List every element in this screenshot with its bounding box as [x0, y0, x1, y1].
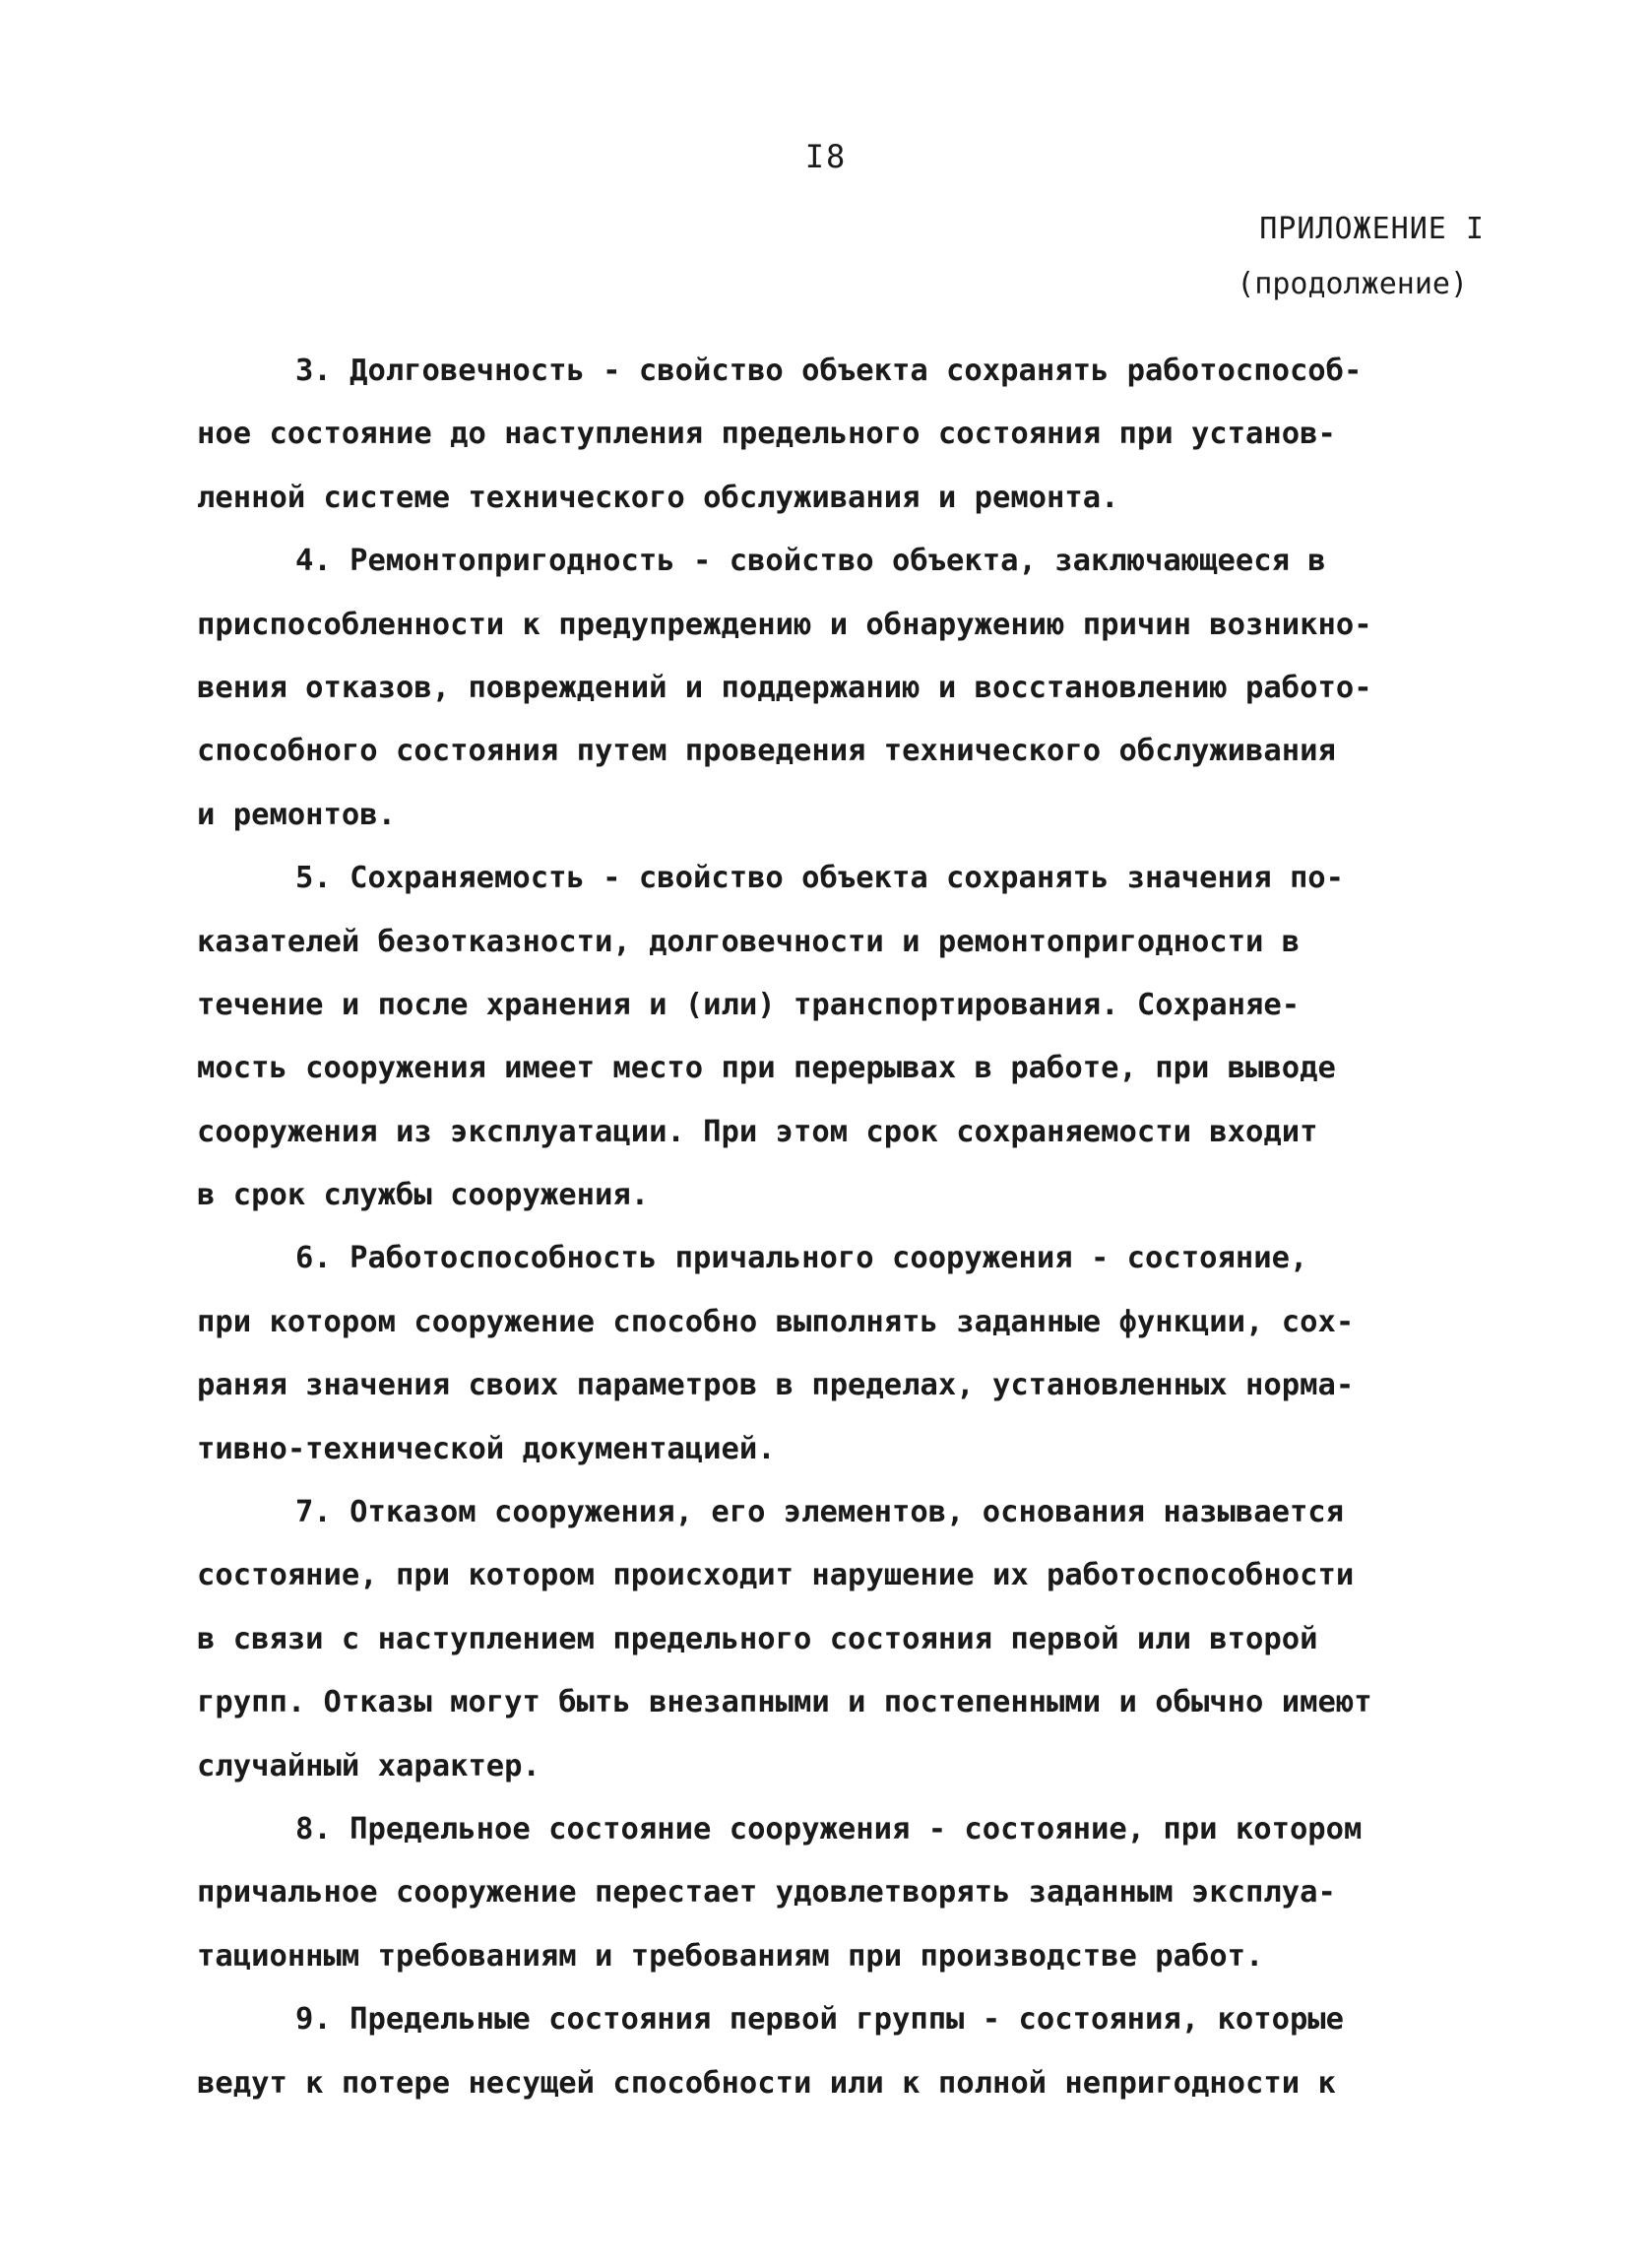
text-line: вения отказов, повреждений и поддержанию и восстановлению работо- [197, 670, 1372, 705]
text-line: сооружения из эксплуатации. При этом срок сохраняемости входит [197, 1114, 1318, 1149]
text-line: 9. Предельные состояния первой группы - состояния, которые [295, 2002, 1345, 2038]
body-text [197, 340, 1506, 2115]
text-line: казателей безотказности, долговечности и ремонтопригодности в [197, 924, 1301, 959]
text-line: мость сооружения имеет место при перерывах в работе, при выводе [197, 1051, 1336, 1086]
text-line: случайный характер. [197, 1748, 540, 1783]
appendix-note: (продолжение) [1237, 267, 1469, 301]
text-line: в связи с наступлением предельного состояния первой или второй [197, 1621, 1318, 1656]
text-line: 8. Предельное состояние сооружения - состояние, при котором [295, 1811, 1363, 1847]
text-line: в срок службы сооружения. [197, 1178, 650, 1213]
text-line: ведут к потере несущей способности или к полной непригодности к [197, 2065, 1336, 2101]
appendix-title: ПРИЛОЖЕНИЕ I [1259, 212, 1485, 246]
text-line: течение и после хранения и (или) транспортирования. Сохраняе- [197, 987, 1301, 1022]
text-line: 5. Сохраняемость - свойство объекта сохранять значения по- [295, 861, 1345, 896]
text-line: ное состояние до наступления предельного состояния при установ- [197, 417, 1336, 452]
text-line: 7. Отказом сооружения, его элементов, основания называется [295, 1495, 1345, 1530]
text-line: состояние, при котором происходит нарушение их работоспособности [197, 1558, 1355, 1593]
text-line: 6. Работоспособность причального сооружения - состояние, [295, 1241, 1308, 1276]
text-line: групп. Отказы могут быть внезапными и постепенными и обычно имеют [197, 1685, 1372, 1720]
text-line: и ремонтов. [197, 797, 396, 832]
text-line: раняя значения своих параметров в пределах, установленных норма- [197, 1368, 1355, 1403]
text-line: 3. Долговечность - свойство объекта сохранять работоспособ- [295, 354, 1363, 388]
text-line: 4. Ремонтопригодность - свойство объекта, заключающееся в [295, 544, 1326, 579]
text-line: причальное сооружение перестает удовлетворять заданным эксплуа- [197, 1875, 1336, 1911]
appendix-heading [1220, 202, 1485, 312]
text-line: приспособленности к предупреждению и обнаружению причин возникно- [197, 607, 1372, 642]
text-line: способного состояния путем проведения технического обслуживания [197, 734, 1336, 769]
text-line: при котором сооружение способно выполнять заданные функции, сох- [197, 1304, 1355, 1339]
text-line: тивно-технической документацией. [197, 1431, 776, 1466]
text-line: ленной системе технического обслуживания и ремонта. [197, 480, 1119, 515]
text-line: тационным требованиям и требованиям при производстве работ. [197, 1938, 1264, 1974]
page-number: I8 [804, 138, 848, 175]
